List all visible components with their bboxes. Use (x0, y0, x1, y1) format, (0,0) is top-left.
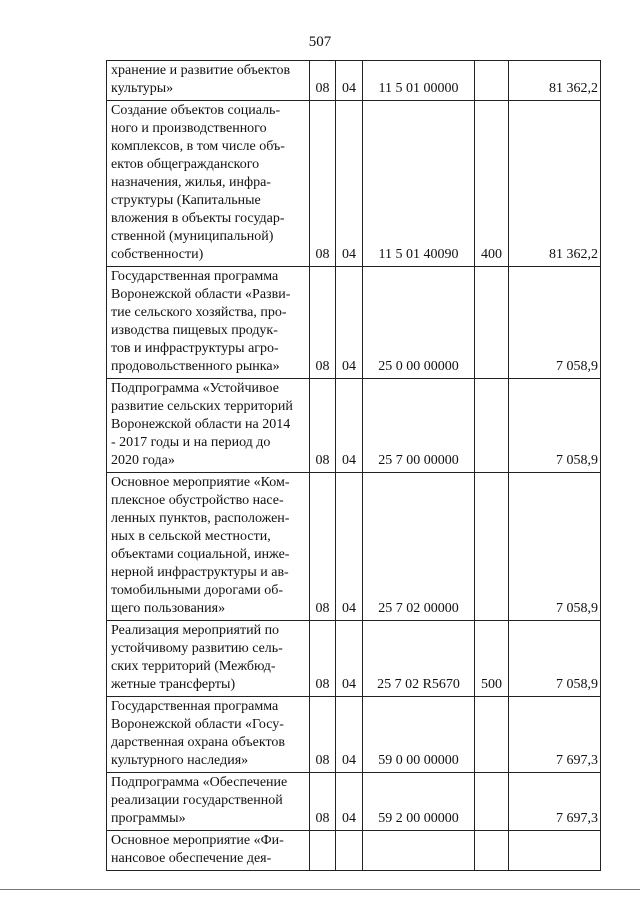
target-article-code: 59 0 00 00000 (363, 697, 475, 773)
description-line: ектов общегражданского (111, 157, 260, 172)
section-code (310, 831, 336, 871)
amount-value: 7 058,9 (509, 267, 601, 379)
description-line: ного и производственного (111, 121, 267, 136)
description-line: щего пользования» (111, 601, 226, 616)
expense-type-code (475, 831, 509, 871)
description-line: устойчивому развитию сель- (111, 641, 283, 656)
description-line: плексное обустройство насе- (111, 493, 284, 508)
description-line: Государственная программа (111, 699, 279, 714)
description-line: ственной (муниципальной) (111, 229, 274, 244)
description-line: - 2017 годы и на период до (111, 435, 271, 450)
target-article-code: 25 7 02 R5670 (363, 621, 475, 697)
description-line: ленных пунктов, расположен- (111, 511, 290, 526)
subsection-code: 04 (336, 473, 363, 621)
description-line: Подпрограмма «Устойчивое (111, 381, 279, 396)
table-row (107, 773, 601, 831)
target-article-code: 11 5 01 00000 (363, 61, 475, 101)
description-line: программы» (111, 811, 186, 826)
description-line: продовольственного рынка» (111, 359, 280, 374)
amount-value: 7 697,3 (509, 773, 601, 831)
row-description (107, 831, 310, 871)
description-line: культуры» (111, 81, 174, 96)
description-line: 2020 года» (111, 453, 175, 468)
amount-value (509, 831, 601, 871)
description-line: ных в сельской местности, (111, 529, 271, 544)
table-row (107, 61, 601, 101)
description-line: нансовое обеспечение дея- (111, 851, 272, 866)
section-code: 08 (310, 61, 336, 101)
amount-value: 81 362,2 (509, 61, 601, 101)
section-code: 08 (310, 473, 336, 621)
table-row (107, 473, 601, 621)
row-description (107, 61, 310, 101)
description-line: Реализация мероприятий по (111, 623, 280, 638)
section-code: 08 (310, 101, 336, 267)
description-line: реализации государственной (111, 793, 283, 808)
target-article-code: 25 7 00 00000 (363, 379, 475, 473)
description-line: Подпрограмма «Обеспечение (111, 775, 288, 790)
expense-type-code (475, 61, 509, 101)
subsection-code: 04 (336, 101, 363, 267)
subsection-code: 04 (336, 697, 363, 773)
section-code: 08 (310, 379, 336, 473)
target-article-code: 25 7 02 00000 (363, 473, 475, 621)
subsection-code: 04 (336, 61, 363, 101)
description-line: томобильными дорогами об- (111, 583, 283, 598)
expense-type-code (475, 473, 509, 621)
description-line: собственности) (111, 247, 204, 262)
subsection-code: 04 (336, 379, 363, 473)
expense-type-code (475, 379, 509, 473)
amount-value: 7 697,3 (509, 697, 601, 773)
subsection-code (336, 831, 363, 871)
section-code: 08 (310, 697, 336, 773)
section-code: 08 (310, 267, 336, 379)
row-description (107, 621, 310, 697)
expense-type-code: 400 (475, 101, 509, 267)
row-description (107, 773, 310, 831)
table-row (107, 267, 601, 379)
description-line: вложения в объекты государ- (111, 211, 285, 226)
description-line: структуры (Капитальные (111, 193, 261, 208)
table-row (107, 101, 601, 267)
bottom-divider (0, 889, 640, 890)
amount-value: 81 362,2 (509, 101, 601, 267)
amount-value: 7 058,9 (509, 379, 601, 473)
target-article-code: 11 5 01 40090 (363, 101, 475, 267)
expense-type-code (475, 773, 509, 831)
subsection-code: 04 (336, 773, 363, 831)
description-line: Воронежской области на 2014 (111, 417, 291, 432)
description-line: жетные трансферты) (111, 677, 236, 692)
subsection-code: 04 (336, 621, 363, 697)
row-description (107, 379, 310, 473)
description-line: нерной инфраструктуры и ав- (111, 565, 289, 580)
expense-type-code (475, 697, 509, 773)
description-line: ских территорий (Межбюд- (111, 659, 276, 674)
amount-value: 7 058,9 (509, 621, 601, 697)
row-description (107, 267, 310, 379)
table-row (107, 697, 601, 773)
subsection-code: 04 (336, 267, 363, 379)
row-description (107, 101, 310, 267)
section-code: 08 (310, 773, 336, 831)
row-description (107, 697, 310, 773)
description-line: объектами социальной, инже- (111, 547, 290, 562)
expense-type-code: 500 (475, 621, 509, 697)
description-line: Основное мероприятие «Ком- (111, 475, 290, 490)
target-article-code (363, 831, 475, 871)
row-description (107, 473, 310, 621)
description-line: тов и инфраструктуры агро- (111, 341, 279, 356)
description-line: Воронежской области «Госу- (111, 717, 284, 732)
amount-value: 7 058,9 (509, 473, 601, 621)
description-line: тие сельского хозяйства, про- (111, 305, 287, 320)
description-line: Создание объектов социаль- (111, 103, 281, 118)
description-line: развитие сельских территорий (111, 399, 293, 414)
budget-table (106, 60, 601, 871)
table-body (107, 61, 601, 871)
table-row (107, 621, 601, 697)
description-line: дарственная охрана объектов (111, 735, 286, 750)
table-row (107, 379, 601, 473)
page-number: 507 (308, 34, 332, 50)
table-row (107, 831, 601, 871)
description-line: Государственная программа (111, 269, 279, 284)
section-code: 08 (310, 621, 336, 697)
target-article-code: 25 0 00 00000 (363, 267, 475, 379)
expense-type-code (475, 267, 509, 379)
description-line: назначения, жилья, инфра- (111, 175, 271, 190)
description-line: изводства пищевых продук- (111, 323, 278, 338)
target-article-code: 59 2 00 00000 (363, 773, 475, 831)
description-line: комплексов, в том числе объ- (111, 139, 285, 154)
description-line: хранение и развитие объектов (111, 63, 291, 78)
description-line: Воронежской области «Разви- (111, 287, 291, 302)
description-line: Основное мероприятие «Фи- (111, 833, 284, 848)
description-line: культурного наследия» (111, 753, 249, 768)
